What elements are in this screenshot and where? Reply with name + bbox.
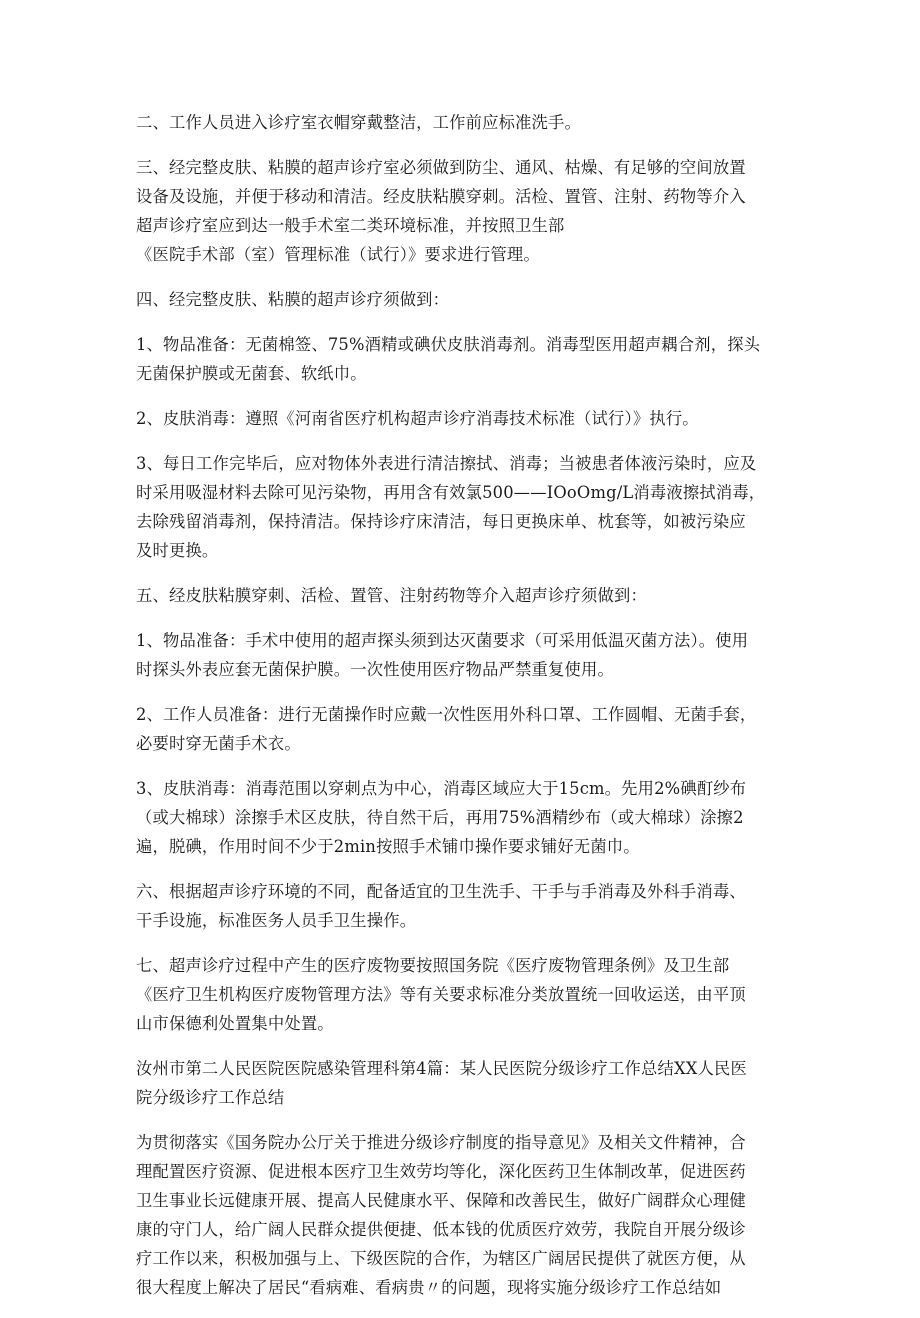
paragraph-section-2: 二、工作人员进入诊疗室衣帽穿戴整洁，工作前应标准洗手。 — [136, 113, 581, 132]
paragraph-article-intro: 为贯彻落实《国务院办公厅关于推进分级诊疗制度的指导意见》及相关文件精神，合 理配置医疗资源、促进根本医疗卫生效劳均等化，深化医药卫生体制改革，促进医药 卫生事业长远健康开展、提高人民健康水平、保障和改善民生，做好广阔群众心理健 康的守门人，给广阔人民群众提供便捷、低本钱的优质医疗效劳，我院自开展分级诊 疗工作以来，积极加强与上、下级医院的合作，为辖区广阔居民提供了就医方便，从 很大程度上解决了居民“看病难、看病贵〃的问题，现将实施分级诊疗工作总结如 — [136, 1133, 746, 1297]
paragraph-section-5-item-3: 3、皮肤消毒：消毒范围以穿刺点为中心，消毒区域应大于15cm。先用2%碘酊纱布 （或大棉球）涂擦手术区皮肤，待自然干后，再用75%酒精纱布（或大棉球）涂擦2 遍，脱碘，作用时间不少于2min按照手术铺巾操作要求铺好无菌巾。 — [136, 779, 747, 856]
paragraph-section-5-item-2: 2、工作人员准备：进行无菌操作时应戴一次性医用外科口罩、工作圆帽、无菌手套， 必要时穿无菌手术衣。 — [136, 705, 757, 753]
paragraph-section-5-heading: 五、经皮肤粘膜穿刺、活检、置管、注射药物等介入超声诊疗须做到： — [136, 586, 647, 605]
paragraph-section-4-item-2: 2、皮肤消毒：遵照《河南省医疗机构超声诊疗消毒技术标准（试行）》执行。 — [136, 409, 699, 428]
paragraph-section-3: 三、经完整皮肤、粘膜的超声诊疗室必须做到防尘、通风、枯燥、有足够的空间放置 设备及设施，并便于移动和清洁。经皮肤粘膜穿刺。活检、置管、注射、药物等介入 超声诊疗室应到达一般手术室二类环境标准，并按照卫生部 《医院手术部（室）管理标准（试行）》要求进行管理。 — [136, 158, 746, 264]
paragraph-section-4-item-1: 1、物品准备：无菌棉签、75%酒精或碘伏皮肤消毒剂。消毒型医用超声耦合剂，探头 无菌保护膜或无菌套、软纸巾。 — [136, 335, 761, 383]
paragraph-section-6: 六、根据超声诊疗环境的不同，配备适宜的卫生洗手、干手与手消毒及外科手消毒、 干手设施，标准医务人员手卫生操作。 — [136, 882, 746, 930]
paragraph-section-7: 七、超声诊疗过程中产生的医疗废物要按照国务院《医疗废物管理条例》及卫生部 《医疗卫生机构医疗废物管理方法》等有关要求标准分类放置统一回收运送，由平顶 山市保德利处置集中处置。 — [136, 956, 746, 1033]
paragraph-article-title: 汝州市第二人民医院医院感染管理科第4篇：某人民医院分级诊疗工作总结XX人民医 院分级诊疗工作总结 — [136, 1059, 747, 1107]
paragraph-section-4-item-3: 3、每日工作完毕后，应对物体外表进行清洁擦拭、消毒；当被患者体液污染时，应及 时采用吸湿材料去除可见污染物，再用含有效氯500——IOoOmg/L消毒液擦拭消毒， 去除残留消毒剂，保持清洁。保持诊疗床清洁，每日更换床单、枕套等，如被污染应 及时更换。 — [136, 454, 766, 560]
paragraph-section-4-heading: 四、经完整皮肤、粘膜的超声诊疗须做到： — [136, 290, 450, 309]
paragraph-section-5-item-1: 1、物品准备：手术中使用的超声探头须到达灭菌要求（可采用低温灭菌方法）。使用 时探头外表应套无菌保护膜。一次性使用医疗物品严禁重复使用。 — [136, 631, 749, 679]
document-body — [136, 108, 784, 1318]
